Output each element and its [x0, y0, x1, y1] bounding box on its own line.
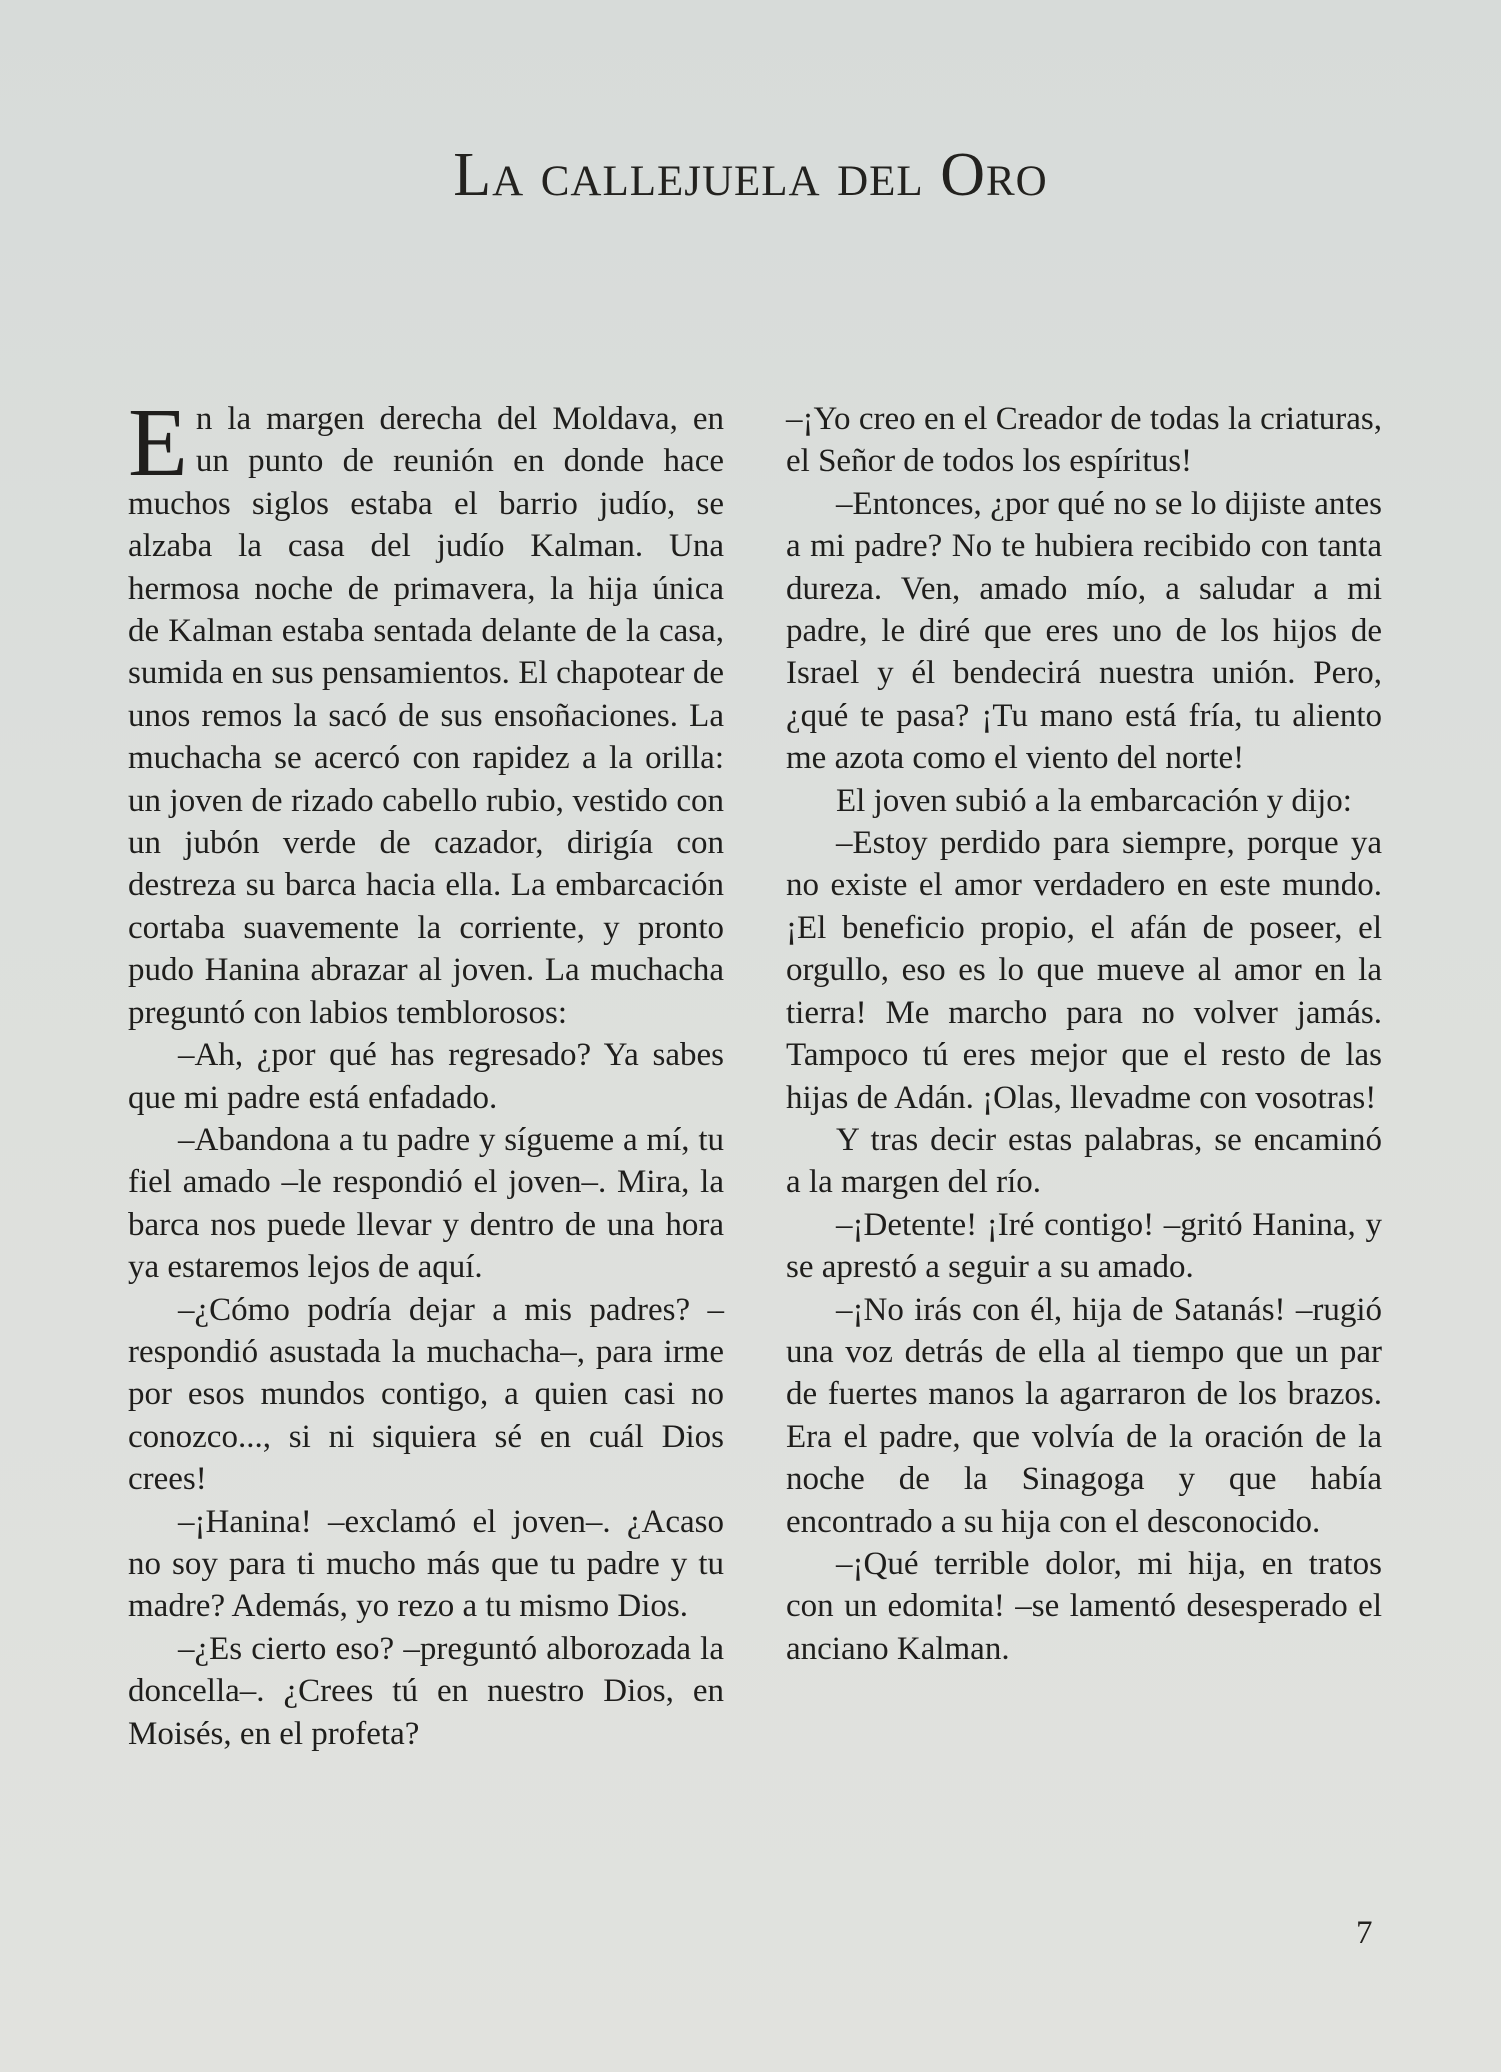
paragraph-7: –¡Yo creo en el Creador de todas la criaturas, el Señor de todos los espíritus!	[786, 401, 1382, 480]
left-column	[128, 389, 724, 1755]
paragraph-8: –Entonces, ¿por qué no se lo dijiste antes a mi padre? No te hubiera recibido con tanta dureza. Ven, amado mío, a saludar a mi padre, le diré que eres uno de los hijos de Israel y él bendecirá nuestra unión. Pero, ¿qué te pasa? ¡Tu mano está fría, tu aliento me azota como el viento del norte!	[786, 485, 1382, 777]
paragraph-5: –¡Hanina! –exclamó el joven–. ¿Acaso no soy para ti mucho más que tu padre y tu madre? Además, yo rezo a tu mismo Dios.	[128, 1503, 724, 1625]
paragraph-9: El joven subió a la embarcación y dijo:	[836, 782, 1352, 819]
page-number: 7	[1356, 1915, 1373, 1951]
right-column	[786, 398, 1382, 1670]
paragraph-12: –¡Detente! ¡Iré contigo! –gritó Hanina, y se aprestó a seguir a su amado.	[786, 1206, 1382, 1286]
paragraph-3: –Abandona a tu padre y sígueme a mí, tu fiel amado –le respondió el joven–. Mira, la barca nos puede llevar y dentro de una hora ya estaremos lejos de aquí.	[128, 1121, 724, 1286]
paragraph-11: Y tras decir estas palabras, se encaminó a la margen del río.	[786, 1121, 1382, 1201]
paragraph-14: –¡Qué terrible dolor, mi hija, en tratos con un edomita! –se lamentó desesperado el anciano Kalman.	[786, 1545, 1382, 1667]
paragraph-1-text: n la margen derecha del Moldava, en un punto de reunión en donde hace muchos siglos estaba el barrio judío, se alzaba la casa del judío Kalman. Una hermosa noche de primavera, la hija única de Kalman estaba sentada delante de la casa, sumida en sus pensamientos. El chapotear de unos remos la sacó de sus ensoñaciones. La muchacha se acercó con rapidez a la orilla: un joven de rizado cabello rubio, vestido con un jubón verde de cazador, dirigía con destreza su barca hacia ella. La embarcación cortaba suavemente la corriente, y pronto pudo Hanina abrazar al joven. La muchacha preguntó con labios temblorosos:	[128, 401, 724, 1031]
paragraph-4: –¿Cómo podría dejar a mis padres? –respondió asustada la muchacha–, para irme por esos mundos contigo, a quien casi no conozco..., si ni siquiera sé en cuál Dios crees!	[128, 1291, 724, 1498]
paragraph-6: –¿Es cierto eso? –preguntó alborozada la doncella–. ¿Crees tú en nuestro Dios, en Moisés, en el profeta?	[128, 1630, 724, 1752]
paragraph-13: –¡No irás con él, hija de Satanás! –rugió una voz detrás de ella al tiempo que un par de fuertes manos la agarraron de los brazos. Era el padre, que volvía de la oración de la noche de la Sinagoga y que había encontrado a su hija con el desconocido.	[786, 1291, 1382, 1540]
drop-cap: E	[128, 389, 188, 497]
paragraph-2: –Ah, ¿por qué has regresado? Ya sabes que mi padre está enfadado.	[128, 1037, 724, 1116]
paragraph-1	[128, 389, 724, 1034]
paragraph-10: –Estoy perdido para siempre, porque ya no existe el amor verdadero en este mundo. ¡El beneficio propio, el afán de poseer, el orgullo, eso es lo que mueve al amor en la tierra! Me marcho para no volver jamás. Tampoco tú eres mejor que el resto de las hijas de Adán. ¡Olas, llevadme con vosotras!	[786, 825, 1382, 1116]
chapter-title: La callejuela del Oro	[453, 141, 1048, 209]
